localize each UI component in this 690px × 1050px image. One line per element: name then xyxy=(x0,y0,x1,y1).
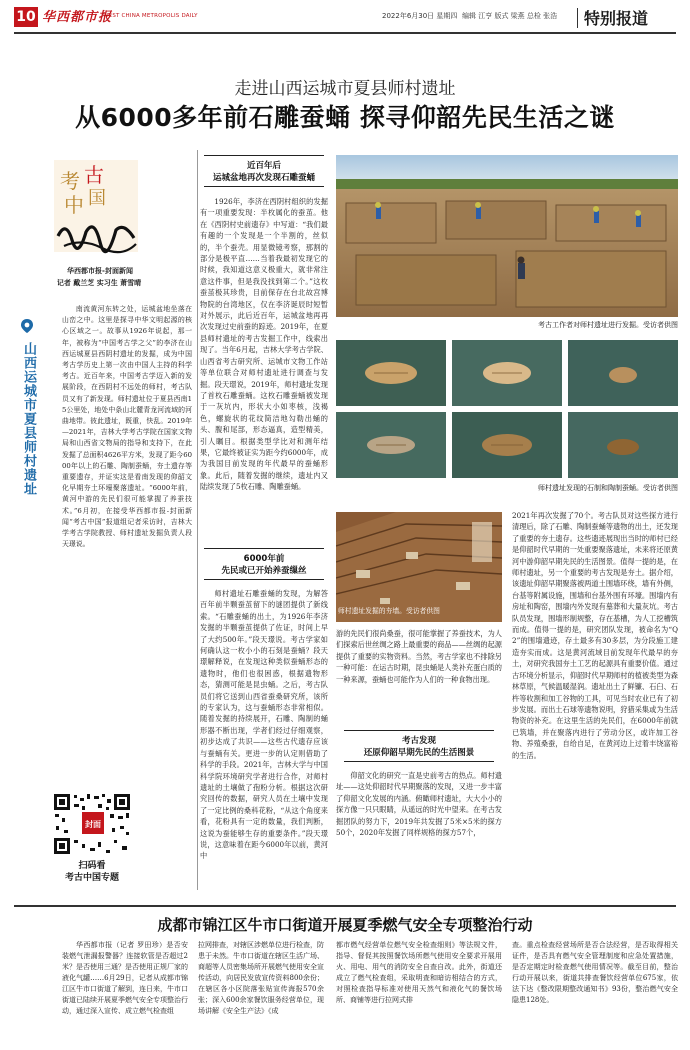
column-3-text-b: 仰韶文化的研究一直是史前考古的热点。师村遗址——这处仰韶时代早期聚落的发现，又进一步丰富了仰韶文化发展的内涵。俯瞰师村遗址，大大小小的探方像一只只眼睛，从遥远的时光中望来。在考古发掘团队的努力下，2019年共发掘了5米×5米的探方50个，2020年发掘了同样规格的探方57个， xyxy=(336,771,502,838)
bottom-text-3: 都市燃气经营单位燃气安全检查细则》等法规文件，指导、督促其按照餐饮场所燃气使用安全要求开展用火、用电、用气的消防安全自查自改。此外，街道还成立了燃气检查组，采取明查和暗访相结合的方式，对照检查指导标准对使用天然气和液化气的餐饮场所、商铺等进行拉网式排 xyxy=(336,941,502,1004)
svg-text:古: 古 xyxy=(84,163,104,187)
header-divider xyxy=(577,8,578,28)
column-3-text-a: 游的先民们很尚桑蚕，很可能掌握了养蚕技术，为人们探索后世丝绸之路上最重要的商品——丝绸的起源提供了重要的实物资料。当然，考古学家也不排除另一种可能：在运古时期，昆虫蛹是人类补充蛋白质的一种来源，蚕蛹也可能作为人们的一种食物出现。 xyxy=(336,629,502,684)
column-2-text-a: 1926年，李济在西阴村组织的发掘有一项重要发现：半枚属化的蚕茧。他在《西阴村史前遗存》中写道：“我们最有趣的一个发现是一个半割的，丝似的，半个蚕壳。用显微镜考察，那割的部分是极平直……当着我最初发现它的时候，我知道这意义极重大，就非常注意这件事，但是我没找到第二个。”这枚蚕茧极其珍贵，目前保存在台北故宫博物院的台湾地区，仅在李济诞辰时短暂对外展示，此后近百年，运城盆地再再次发现过史前蚕的踪迹。2019年，在夏县师村遗址的考古发掘工作中，线索出现了。当年6月起，吉林大学考古学院、山西省考古研究所、运城市文物工作站等单位联合对师村遗址进行调查与发掘。段天璟说，2019年，师村遗址发现了首枚石雕蚕蛹。这枚石雕蚕蛹被发现于一灰坑内，形状大小如枣核，浅褐色，螺旋状的花纹简洁地勾勒出蛹的头、腹和尾部，形态逼真，造型精美，引人瞩目。根据类型学比对和测年结果，它最终被证实为距今约6000年，成为我国目前发现的年代最早的蚕蛹形象。此后，随着发掘的继续，遗址内又陆续发现了5枚石雕、陶雕蚕蛹。 xyxy=(200,197,328,492)
svg-text:考: 考 xyxy=(60,169,80,193)
subhead-2-line-2: 先民或已开始养蚕缫丝 xyxy=(221,566,307,576)
excavation-photo xyxy=(336,155,678,317)
bottom-text-4: 查。重点检查经营场所是否合法经营，是否取得相关证件，是否具有燃气安全管理制度和应急处置措施，是否定期定时检查燃气使用情况等。截至目前，整治行动开展以来，街道共排查餐饮经营单位675家，依法下达《整改限期整改通知书》93份，整治燃气安全隐患128处。 xyxy=(512,941,678,1004)
bottom-text-1: 华西都市报（记者 罗田珍）是否安装燃气泄漏报警器？连接软管是否超过2米？是否使用三通？是否使用正规厂家的液化气罐……6月29日，记者从成都市锦江区牛市口街道了解到，连日来，牛市口街道已陆续开展夏季燃气安全专项整治行动，通过深入宣传、成立燃气检查组 xyxy=(62,941,188,1015)
silkworm-pupa-artifacts-image xyxy=(336,340,678,478)
svg-text:封面: 封面 xyxy=(85,820,101,829)
column-4-text: 2021年再次发掘了70个。考古队员对这些探方进行清理后，除了石雕、陶制蚕蛹等遗物的出土，还发现了重要的夯土遗存。这些遗迹展现出当时的师村已经是仰韶时代早期的一处重要聚落遗址，未来将还原黄河中游仰韶早期先民的生活图景。值得一提的是，在师村遗址，另一个重要的考古发现是夯土。据介绍，该遗址仰韶早期聚落被两道土围墙环绕，墙有外侧，台基等附属设施，围墙和台基外围有环壕。围墙内有房址和陶窑，围墙内外发现有墓葬和大量灰坑。考古队员发现，围墙形制规整，存在基槽，为人工挖槽筑而成。值得一提的是，研究团队发现，被命名为“Q2”的围墙遗迹，存土最多有30多层，为分段施工建造夯实而成。这是黄河流域目前发现年代最早的夯土，对研究我国夯土工艺的起源具有重要价值。通过古环境分析显示，仰韶时代早期师村的植被类型为森林草原，气候温暖湿润。遗址出土了鲜镰、石臼、石杵等收割和加工谷物的工具，可见当时农业已有了初步发展。而出土石球等遗物说明，狩猎采集或为生活物资的补充。在这里生活的先民们，在6000年前就已筑墙，并在聚落内进行了劳动分区，或许加工谷物、养殖桑蚕，自给自足，在黄河边上过着丰饶富裕的生活。 xyxy=(512,511,678,760)
qr-code xyxy=(52,792,132,856)
location-sidebar xyxy=(16,318,38,518)
subhead-1 xyxy=(204,155,324,187)
subhead-2 xyxy=(204,548,324,580)
intro-text: 南流黄河东转之处，运城盆地坐落在山峦之中。这里是探寻中华文明起源的核心区域之一。故事从1926年说起，那一年，被称为“中国考古学之父”的李济在山西运城夏县西阴村遗址的发掘，成为中国考古学历史上第一次由中国人主持的科学考古。近百年来，中国考古学迈入新的发展阶段，在西阴村不远处的师村，考古队员又有了新发现。师村遗址位于夏县西南15公里处，地处中条山北麓青龙河流域的河曲地带。彼此遗址，既重，快乱。2019年—2021年，吉林大学考古学院在国家文物局和山西省文物局的指导和支持下，在此发掘了总面积4626平方米，发现了距今6000年以上的石雕、陶制蚕蛹，夯土遗存等重要遗存，并证实这是看南发现的仰韶文化早期夯土环壕聚落遗址。“6000年前，黄河中游的先民们很可能掌握了养蚕技术。”6月初，在接受华西都市报-封面新闻“考古中国”报道组记者采访时，吉林大学考古学院教授、师村遗址发掘负责人段天璟说。 xyxy=(62,305,192,549)
byline-reporters: 记者 戴兰芝 实习生 萧雪晴 xyxy=(56,279,142,287)
column-2-text-b: 师村遗址石雕蚕蛹的发现，为解答百年前半颗蚕茧留下的谜团提供了新线索。“石雕蚕蛹的出土，为1926年李济发掘的半颗蚕茧提供了佐证，时间上早了大约500年。”段天璟说。考古学家如何确认这一枚小小的石刻是蚕蛹？段天璟解释说，在发现这种类似蚕蛹形态的遗物时，他们也很困惑，根据遗物形态，猜测可能是昆虫蛹。之后，考古队员们将它送到山西省蚕桑研究所，该所的专家认为，这与蚕蛹形态非常相似。随着发掘的持续展开，石雕、陶制的蛹形器不断出现，学者们经过仔细观察，初步达成了共识——这些古代遗存应该与蚕蛹有关。更进一步的认定则借助了科学的手段。2021年，吉林大学与中国科学院环境研究学者进行合作，对师村遗址的土壤做了孢粉分析。根据这次研究回传的数据，研究人员在土壤中发现了一定比例的桑科花粉，“从这个角度来看，花粉具有一定的数量，我们判断，这说为蚕能够生存的重要条件。”段天璟说，这意味着在距今6000年以前，黄河中 xyxy=(200,589,328,861)
qr-code-icon xyxy=(52,792,132,856)
subhead-3-line-1: 考古发现 xyxy=(401,736,436,746)
location-vertical-label: 山西运城市夏县师村遗址 xyxy=(21,342,36,496)
qr-caption-2: 考古中国专题 xyxy=(64,873,119,883)
kaogu-zhongguo-logo-icon xyxy=(52,158,140,254)
location-pin-icon xyxy=(20,318,34,334)
bottom-text-2: 拉网排查，对辖区涉燃单位进行检查，防患于未然。牛市口街道在辖区生活广场、商超等人员密集场所开展燃气使用安全宣传活动，向居民发放宣传资料800余份；在辖区各小区院落张贴宣传海报570余张；深入600余家餐饮服务经营单位，现场讲解《安全生产法》《成 xyxy=(198,941,324,1015)
bottom-headline: 成都市锦江区牛市口街道开展夏季燃气安全专项整治行动 xyxy=(157,916,533,934)
section-divider xyxy=(14,905,676,907)
pupa-photo-caption: 师村遗址发现的石制和陶制蚕蛹。受访者供图 xyxy=(538,484,678,492)
byline-org: 华西都市报-封面新闻 xyxy=(67,267,133,275)
editors-credit: 编辑 江亨 版式 梁燕 总检 张浩 xyxy=(462,12,558,20)
column-divider xyxy=(197,150,198,890)
svg-text:中: 中 xyxy=(64,193,84,217)
header-rule xyxy=(14,32,676,34)
subhead-3-line-2: 还原仰韶早期先民的生活图景 xyxy=(363,748,475,758)
excavation-site-image xyxy=(336,155,678,317)
excavation-photo-caption: 考古工作者对师村遗址进行发掘。受访者供图 xyxy=(538,321,678,329)
subhead-1-line-2: 运城盆地再次发现石雕蚕蛹 xyxy=(212,173,315,183)
issue-date: 2022年6月30日 星期四 xyxy=(382,12,458,20)
pupa-photo-grid xyxy=(336,340,678,478)
rammed-wall-caption: 师村遗址发掘的夯墙。受访者供图 xyxy=(338,607,440,615)
section-title: 特别报道 xyxy=(584,9,649,28)
subhead-3 xyxy=(344,730,494,762)
masthead-english: WEST CHINA METROPOLIS DAILY xyxy=(103,13,198,19)
page-header xyxy=(0,0,690,34)
svg-text:国: 国 xyxy=(88,188,106,209)
masthead-logo: 华西都市报 xyxy=(42,10,113,25)
article-kicker: 走进山西运城市夏县师村遗址 xyxy=(234,79,456,99)
page-number: 10 xyxy=(14,7,38,27)
subhead-2-line-1: 6000年前 xyxy=(243,554,285,564)
article-headline: 从6000多年前石雕蚕蛹 探寻仰韶先民生活之谜 xyxy=(75,103,615,132)
column-logo xyxy=(52,158,140,254)
subhead-1-line-1: 近百年后 xyxy=(246,161,281,171)
qr-caption-1: 扫码看 xyxy=(78,861,106,871)
